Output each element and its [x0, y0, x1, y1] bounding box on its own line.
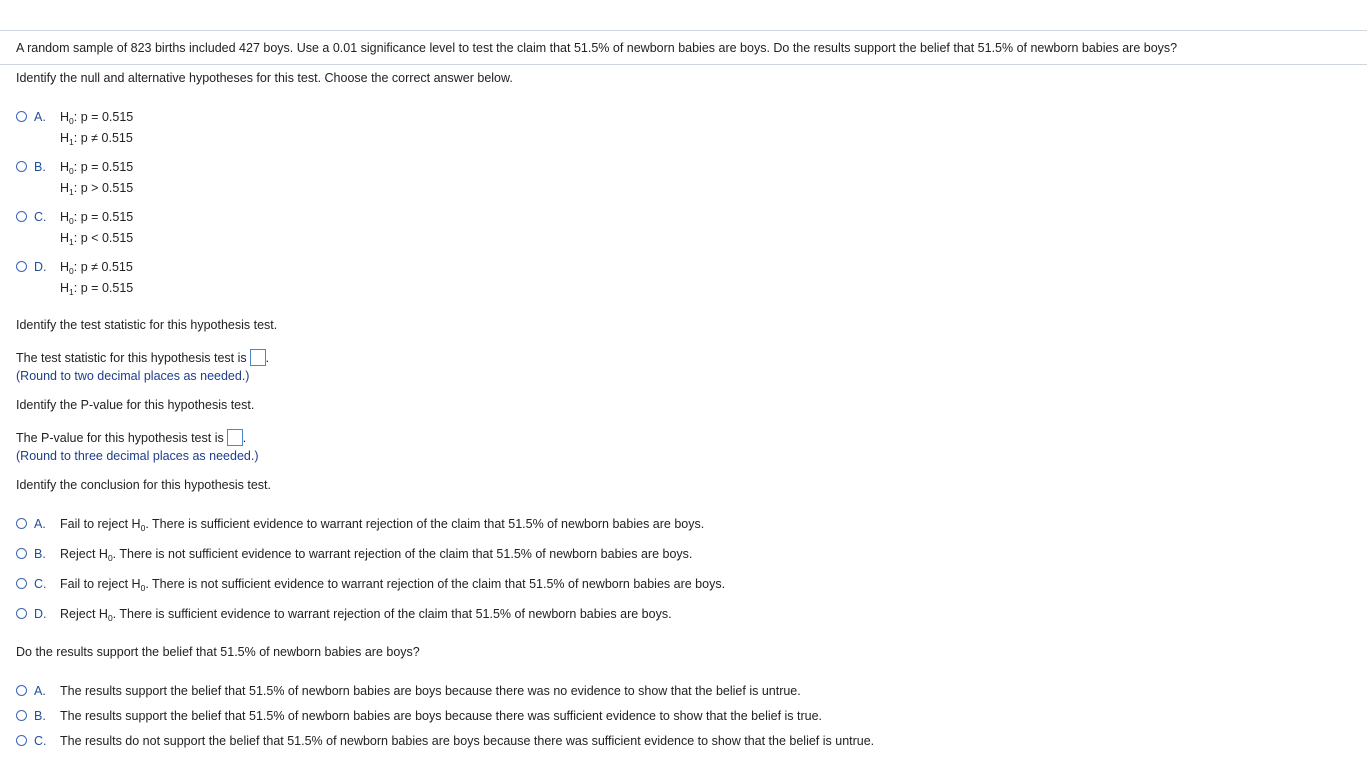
support-option-c-text: The results do not support the belief that 51.5% of newborn babies are boys because there was sufficient evidence to show that the belief is untrue. [60, 734, 875, 748]
hypothesis-option-c[interactable]: C. [16, 209, 55, 225]
top-divider [0, 30, 1367, 31]
option-a-h1: $H_1$: p ≠ 0.515 [60, 131, 133, 147]
option-c-h0: $H_0$: p = 0.515 [60, 210, 134, 226]
support-option-a-text: The results support the belief that 51.5% of newborn babies are boys because there was no evidence to show that the belief is untrue. [60, 684, 801, 698]
radio-icon[interactable] [16, 578, 27, 589]
conclusion-option-b[interactable]: B. [16, 546, 55, 562]
question-divider [0, 64, 1367, 65]
radio-icon[interactable] [16, 518, 27, 529]
option-d-h0: $H_0$: p ≠ 0.515 [60, 260, 133, 276]
hypothesis-option-d[interactable]: D. [16, 259, 55, 275]
p-value-sentence: The P-value for this hypothesis test is . [16, 431, 247, 445]
option-a-h0: $H_0$: p = 0.515 [60, 110, 134, 126]
p-value-prompt: Identify the P-value for this hypothesis test. [16, 398, 255, 412]
radio-icon[interactable] [16, 710, 27, 721]
radio-icon[interactable] [16, 548, 27, 559]
support-option-b[interactable]: B. [16, 708, 55, 724]
conclusion-option-c-text: Fail to reject $H_0$. There is not sufficient evidence to warrant rejection of the claim that 51.5% of newborn babies are boys. [60, 577, 726, 593]
radio-icon[interactable] [16, 161, 27, 172]
conclusion-option-d[interactable]: D. [16, 606, 55, 622]
p-value-note: (Round to three decimal places as needed.) [16, 449, 259, 463]
test-statistic-input[interactable] [250, 349, 266, 366]
test-statistic-prompt: Identify the test statistic for this hypothesis test. [16, 318, 278, 332]
question-text: A random sample of 823 births included 427 boys. Use a 0.01 significance level to test the claim that 51.5% of newborn babies are boys. Do the results support the belief that 51.5% of newborn babies are boys? [16, 41, 1178, 55]
support-option-a[interactable]: A. [16, 683, 55, 699]
p-value-input[interactable] [227, 429, 243, 446]
radio-icon[interactable] [16, 211, 27, 222]
conclusion-option-c[interactable]: C. [16, 576, 55, 592]
option-b-h0: $H_0$: p = 0.515 [60, 160, 134, 176]
radio-icon[interactable] [16, 608, 27, 619]
support-prompt: Do the results support the belief that 51.5% of newborn babies are boys? [16, 645, 420, 659]
option-d-h1: $H_1$: p = 0.515 [60, 281, 134, 297]
radio-icon[interactable] [16, 735, 27, 746]
radio-icon[interactable] [16, 685, 27, 696]
option-c-h1: $H_1$: p < 0.515 [60, 231, 134, 247]
hypothesis-option-a[interactable]: A. [16, 109, 55, 125]
conclusion-option-a[interactable]: A. [16, 516, 55, 532]
radio-icon[interactable] [16, 261, 27, 272]
conclusion-option-b-text: Reject $H_0$. There is not sufficient evidence to warrant rejection of the claim that 51.5% of newborn babies are boys. [60, 547, 693, 563]
option-b-h1: $H_1$: p > 0.515 [60, 181, 134, 197]
support-option-b-text: The results support the belief that 51.5% of newborn babies are boys because there was sufficient evidence to show that the belief is true. [60, 709, 823, 723]
hypotheses-prompt: Identify the null and alternative hypotheses for this test. Choose the correct answer below. [16, 71, 513, 85]
test-statistic-sentence: The test statistic for this hypothesis test is . [16, 351, 270, 365]
conclusion-option-a-text: Fail to reject $H_0$. There is sufficient evidence to warrant rejection of the claim that 51.5% of newborn babies are boys. [60, 517, 705, 533]
conclusion-prompt: Identify the conclusion for this hypothesis test. [16, 478, 271, 492]
hypothesis-option-b[interactable]: B. [16, 159, 55, 175]
conclusion-option-d-text: Reject $H_0$. There is sufficient evidence to warrant rejection of the claim that 51.5% of newborn babies are boys. [60, 607, 672, 623]
support-option-c[interactable]: C. [16, 733, 55, 749]
radio-icon[interactable] [16, 111, 27, 122]
test-statistic-note: (Round to two decimal places as needed.) [16, 369, 250, 383]
